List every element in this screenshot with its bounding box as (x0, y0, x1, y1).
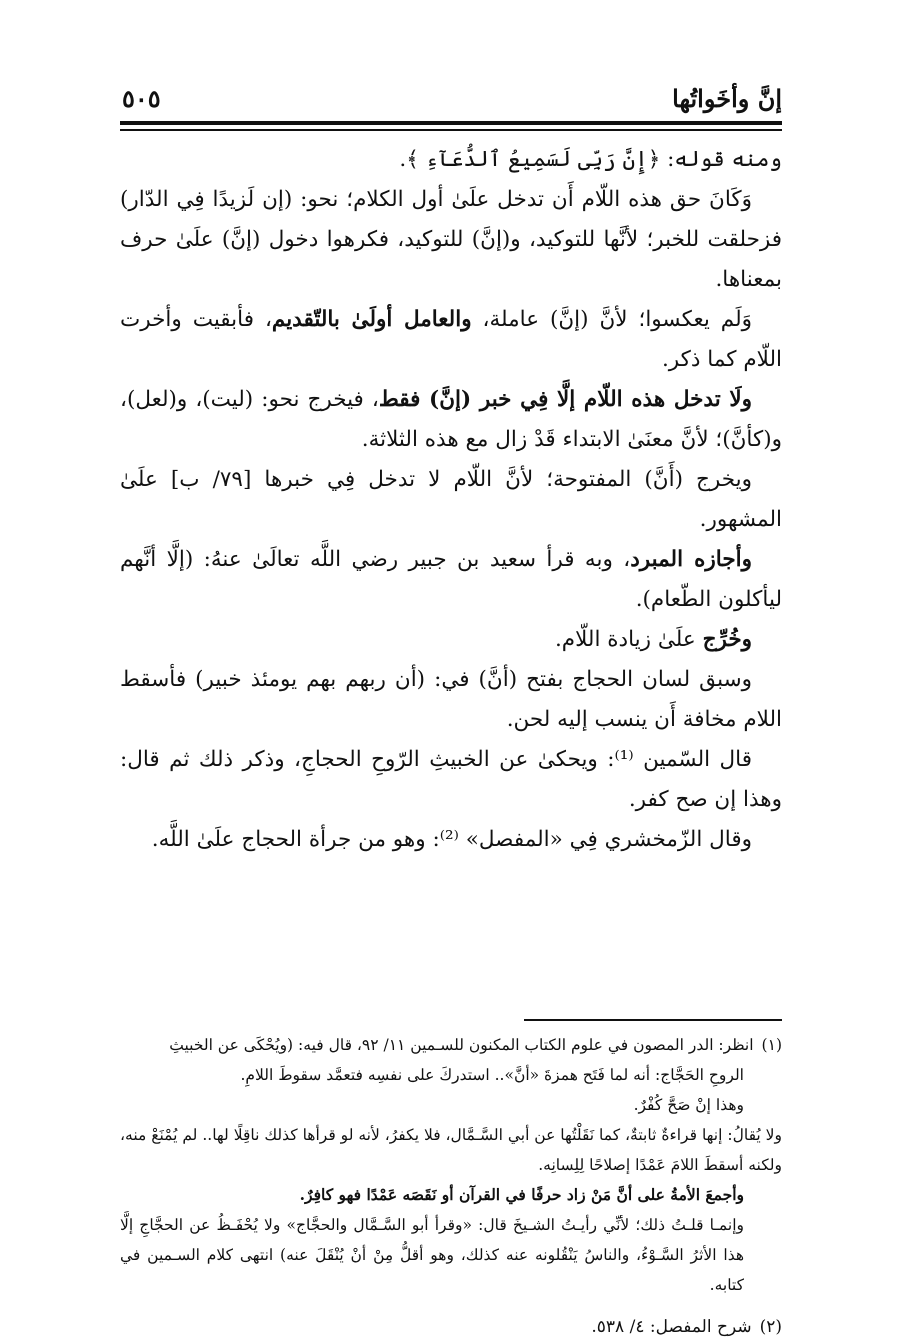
paragraph-4 (120, 380, 782, 460)
quran-quote: ﴿إِنَّ رَبِّى لَسَمِيعُ ٱلدُّعَآءِ ﴾. (399, 147, 661, 172)
header-rule-thick (120, 121, 782, 125)
footnote-2 (120, 1312, 782, 1342)
footnote-1-line-1 (120, 1030, 782, 1060)
footnote-1-line-6: وإنمـا قلـتُ ذلك؛ لأنِّي رأيـتُ الشـيخَ قال: «وقرأ أبو السَّـمَّال والحجَّاج» ولا يُحْفَـظُ عن الحجَّاجِ إلَّا هذا الأثرُ السَّـوْءُ، والناسُ يَنْقُلونه عنه كذلك، وهو أقلُّ مِنْ أنْ يُنْقَلَ عنه) انتهى كلام السـمين في كتابه. (120, 1216, 744, 1294)
footnote-1-line-5: وأجمعَ الأمةُ على أنَّ مَنْ زاد حرفًا في القرآن أو نَقَصَه عَمْدًا فهو كافِرٌ. (299, 1185, 744, 1204)
paragraph-7-end: علَىٰ زيادة اللّام. (554, 627, 703, 652)
paragraph-4-end: ، فيخرج نحو: (ليت)، و(لعل)، و(كأنَّ)؛ لأنَّ معنَىٰ الابتداء قَدْ زال مع هذه الثلاثة. (120, 387, 782, 452)
paragraph-10: وقال الزّمخشري فِي «المفصل» ⁽²⁾: وهو من جرأة الحجاج علَىٰ اللَّه. (151, 827, 752, 852)
paragraph-6-bold: وأجازه المبرد (630, 547, 752, 572)
footnote-2-text: شرح المفصل: ٤/ ٥٣٨. (591, 1317, 752, 1337)
main-text (120, 140, 782, 860)
paragraph-7-bold: وخُرِّج (702, 627, 752, 652)
paragraph-7 (120, 620, 782, 660)
page-header (122, 82, 782, 122)
paragraph-1-intro: ومنه قوله: (660, 147, 782, 172)
footnote-1-line-4: ولا يُقالُ: إنها قراءةٌ ثابتةٌ، كما نَقَلْتُها عن أبي السَّـمَّال، فلا يكفرُ، لأنه لو قرأها كذلك ناقِلًا لها.. لم يُمْنَعْ منه، ولكنه أسقطَ اللامَ عَمْدًا إصلاحًا لِلِسانِه. (120, 1126, 782, 1174)
paragraph-2: وَكَانَ حق هذه اللّام أَن تدخل علَىٰ أول الكلام؛ نحو: (إن لَزيدًا فِي الدّار) فزحلقت للخبر؛ لأنَّها للتوكيد، و(إنَّ) للتوكيد، فكرهوا دخول (إنَّ) علَىٰ حرف بمعناها. (120, 187, 782, 292)
paragraph-3-start: وَلَم يعكسوا؛ لأنَّ (إنَّ) عاملة، (471, 307, 752, 332)
footnote-2-marker: (٢) (759, 1317, 782, 1337)
footnotes (120, 1030, 782, 1342)
page-number: ٥٠٥ (122, 84, 161, 113)
footnote-1-text: انظر: الدر المصون في علوم الكتاب المكنون للسـمين ١١/ ٩٢، قال فيه: (ويُحْكَى عن الخبيثِ (169, 1036, 754, 1054)
footnote-separator (524, 1019, 782, 1021)
paragraph-3-end: ، فأبقيت وأخرت اللّام كما ذكر. (120, 307, 782, 372)
header-rule-thin (120, 129, 782, 131)
paragraph-8: وسبق لسان الحجاج بفتح (أنَّ) في: (أن ربهم بهم يومئذ خبير) فأسقط اللام مخافة أَن ينسب إليه لحن. (120, 667, 782, 732)
footnote-1-marker: (١) (761, 1036, 782, 1054)
footnote-1-line-2: الروحِ الحَجَّاج: أنه لما فَتَح همزةَ «أنَّ».. استدركَ على نفسِه فتعمَّد سقوطَ اللامِ. (240, 1066, 744, 1084)
paragraph-3 (120, 300, 782, 380)
footnote-1-line-3: وهذا إنْ صَحَّ كُفْرٌ. (633, 1096, 744, 1114)
paragraph-6 (120, 540, 782, 620)
paragraph-9: قال السّمين ⁽¹⁾: ويحكىٰ عن الخبيثِ الرّوحِ الحجاجِ، وذكر ذلك ثم قال: وهذا إن صح كفر. (120, 747, 782, 812)
paragraph-1 (120, 140, 782, 180)
paragraph-5: ويخرج (أَنَّ) المفتوحة؛ لأنَّ اللّام لا تدخل فِي خبرها [٧٩/ ب] علَىٰ المشهور. (120, 467, 782, 532)
paragraph-4-bold: ولَا تدخل هذه اللّام إلَّا فِي خبر (إنَّ) فقط (378, 387, 752, 412)
running-title: إنَّ وأخَواتُها (672, 84, 782, 113)
paragraph-6-end: ، وبه قرأ سعيد بن جبير رضي اللَّه تعالَىٰ عنهُ: (إلَّا أنَّهم ليأكلون الطّعام). (120, 547, 782, 612)
paragraph-3-bold: والعامل أولَىٰ بالتّقديم (271, 307, 472, 332)
